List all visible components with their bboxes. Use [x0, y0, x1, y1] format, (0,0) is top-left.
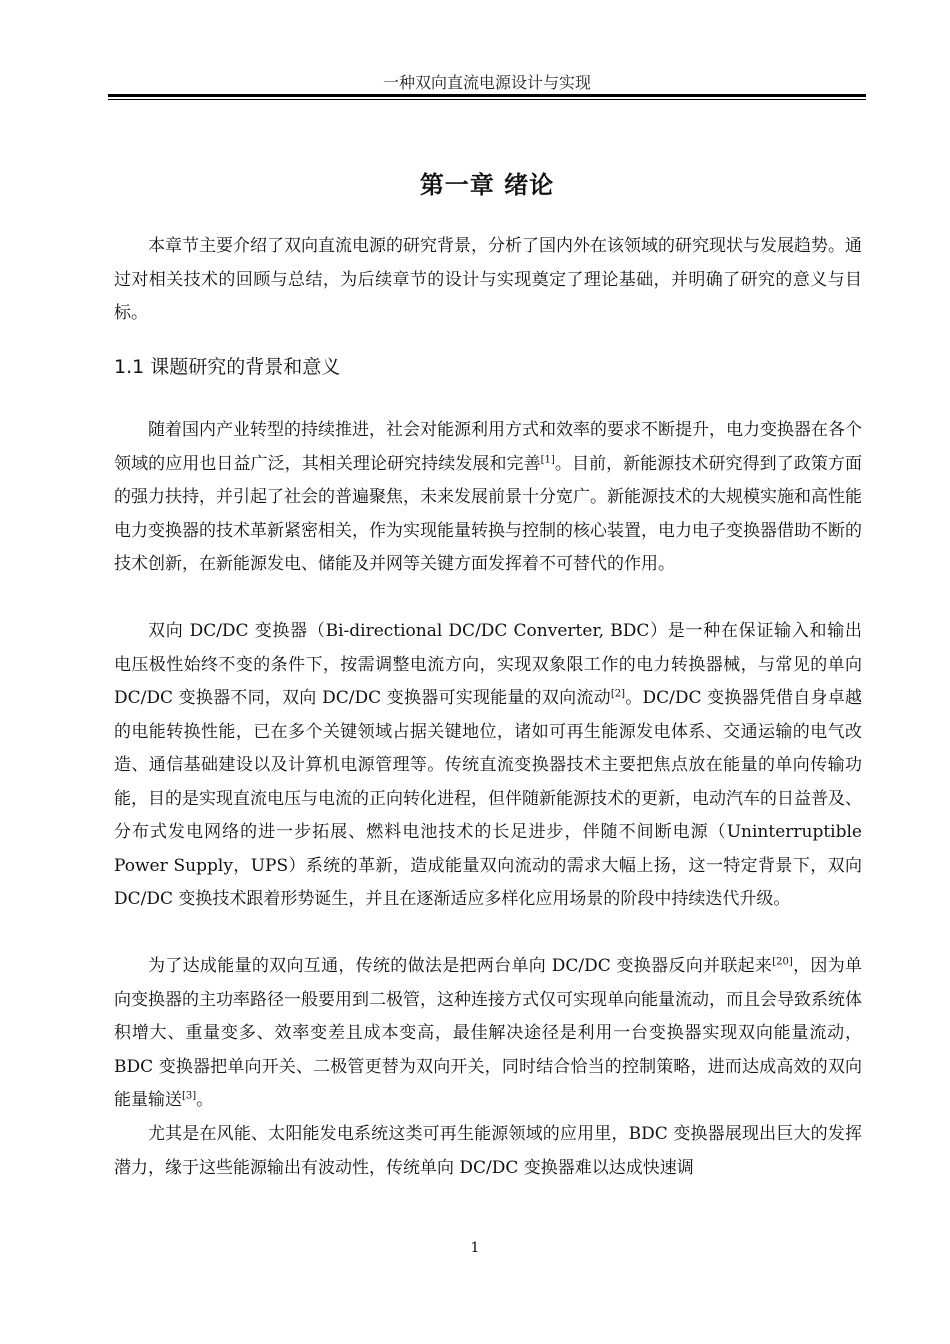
paragraph-3-text-b: ，因为单向变换器的主功率路径一般要用到二极管，这种连接方式仅可实现单向能量流动，而且会导致系统体积增大、重量变多、效率变差且成本变高，最佳解决途径是利用一台变换器实现双向能量流动，BDC 变换器把单向开关、二极管更替为双向开关，同时结合恰当的控制策略，进而达成高效的双向能量输送: [114, 956, 863, 1110]
section-heading: 1.1 课题研究的背景和意义: [114, 356, 341, 378]
paragraph-3-text-a: 为了达成能量的双向互通，传统的做法是把两台单向 DC/DC 变换器反向并联起来: [148, 956, 773, 976]
header-rule: [108, 94, 866, 97]
chapter-title: 第一章 绪论: [419, 171, 555, 199]
paragraph-3: [114, 950, 862, 1118]
intro-paragraph: 本章节主要介绍了双向直流电源的研究背景，分析了国内外在该领域的研究现状与发展趋势。通过对相关技术的回顾与总结，为后续章节的设计与实现奠定了理论基础，并明确了研究的意义与目标。: [114, 236, 862, 323]
paragraph-2-text-a: 双向 DC/DC 变换器（Bi-directional DC/DC Converter, BDC）是一种在保证输入和输出电压极性始终不变的条件下，按需调整电流方向，实现双象限工作的电力转换器械，与常见的单向 DC/DC 变换器不同，双向 DC/DC 变换器可实现能量的双向流动: [114, 621, 862, 708]
header-rule-thin: [108, 99, 866, 100]
citation-2: [2]: [610, 688, 626, 700]
running-header: 一种双向直流电源设计与实现: [382, 73, 591, 92]
citation-1: [1]: [540, 453, 555, 465]
paragraph-3-text-c: 。: [196, 1090, 214, 1110]
citation-3: [3]: [182, 1090, 197, 1102]
paragraph-2: [114, 615, 862, 917]
paragraph-4: 尤其是在风能、太阳能发电系统这类可再生能源领域的应用里，BDC 变换器展现出巨大的发挥潜力，缘于这些能源输出有波动性，传统单向 DC/DC 变换器难以达成快速调: [114, 1124, 862, 1178]
citation-20: [20]: [772, 956, 793, 968]
paragraph-2-text-b: 。DC/DC 变换器凭借自身卓越的电能转换性能，已在多个关键领域占据关键地位，诸如可再生能源发电体系、交通运输的电气改造、通信基础建设以及计算机电源管理等。传统直流变换器技术主要把焦点放在能量的单向传输功能，目的是实现直流电压与电流的正向转化进程，但伴随新能源技术的更新，电动汽车的日益普及、分布式发电网络的进一步拓展、燃料电池技术的长足进步，伴随不间断电源（Uninterruptible Power Supply，UPS）系统的革新，造成能量双向流动的需求大幅上扬，这一特定背景下，双向 DC/DC 变换技术跟着形势诞生，并且在逐渐适应多样化应用场景的阶段中持续迭代升级。: [114, 688, 862, 909]
paragraph-1: [114, 414, 862, 582]
paragraph-1-text-b: 。目前，新能源技术研究得到了政策方面的强力扶持，并引起了社会的普遍聚焦，未来发展前景十分宽广。新能源技术的大规模实施和高性能电力变换器的技术革新紧密相关，作为实现能量转换与控制的核心装置，电力电子变换器借助不断的技术创新，在新能源发电、储能及并网等关键方面发挥着不可替代的作用。: [114, 453, 863, 574]
paragraph-1-text-a: 随着国内产业转型的持续推进，社会对能源利用方式和效率的要求不断提升，电力变换器在各个领域的应用也日益广泛，其相关理论研究持续发展和完善: [114, 420, 862, 474]
page-number: 1: [470, 1240, 480, 1256]
